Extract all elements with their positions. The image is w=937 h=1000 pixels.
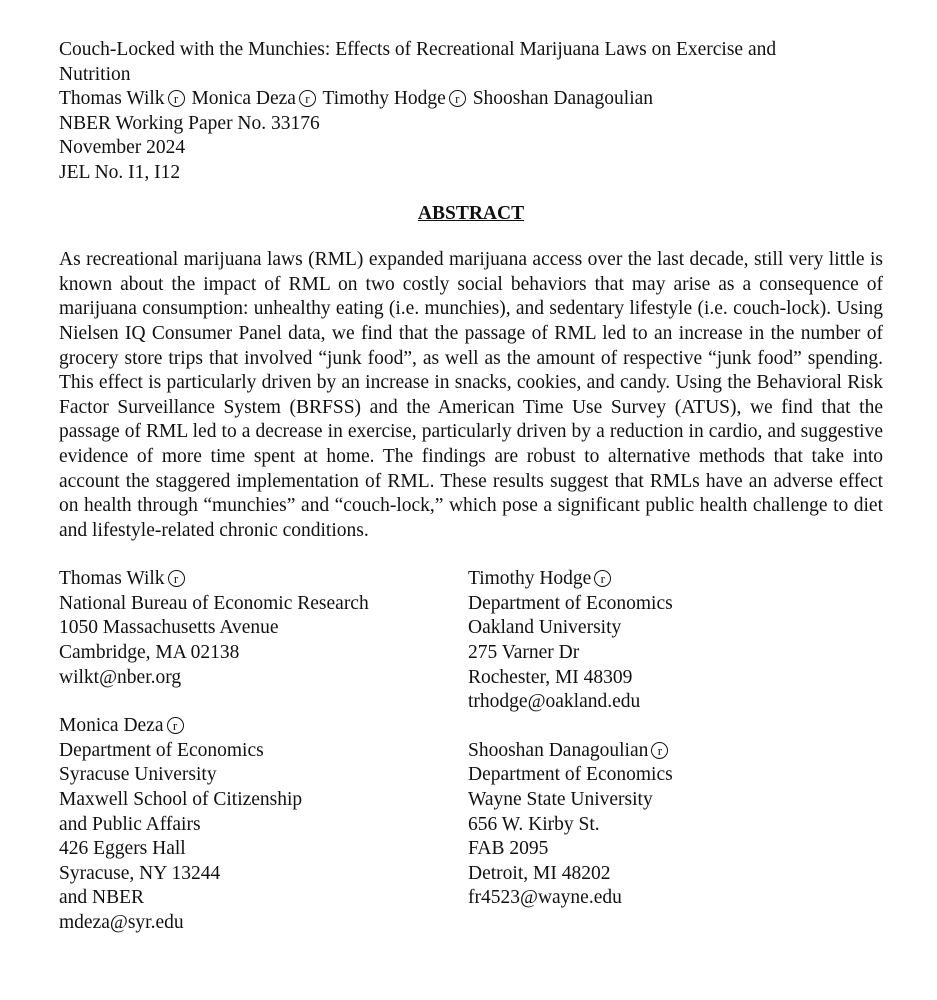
- affiliation-line: 426 Eggers Hall: [59, 838, 186, 860]
- affiliations-left-column: [59, 567, 459, 959]
- affiliation-line: Department of Economics: [468, 764, 673, 786]
- paper-title-page: [59, 38, 883, 937]
- random-order-icon: r: [594, 570, 611, 587]
- abstract-heading: ABSTRACT: [417, 202, 525, 224]
- author-address-block: [59, 714, 459, 935]
- paper-title-line-1: Couch-Locked with the Munchies: Effects of Recreational Marijuana Laws on Exercise and: [59, 39, 777, 60]
- random-order-icon: r: [168, 90, 185, 107]
- author-name: Thomas Wilk: [59, 88, 165, 110]
- affiliation-line: FAB 2095: [468, 838, 549, 860]
- affiliation-author-line: [468, 739, 883, 764]
- author-name: Shooshan Danagoulian: [472, 88, 654, 110]
- affiliation-line: Maxwell School of Citizenship: [59, 789, 303, 811]
- affiliation-author-line: [59, 567, 459, 592]
- affiliation-line: Wayne State University: [468, 789, 653, 811]
- author-email: wilkt@nber.org: [59, 666, 182, 688]
- author-address-block: [468, 567, 883, 715]
- author-email: trhodge@oakland.edu: [468, 691, 641, 713]
- affiliation-line: 275 Varner Dr: [468, 642, 580, 664]
- random-order-icon: r: [651, 742, 668, 759]
- author-list: [59, 87, 883, 112]
- affiliation-author-line: [59, 714, 459, 739]
- affiliations-right-column: [468, 567, 883, 935]
- random-order-icon: r: [168, 570, 185, 587]
- affiliation-line: and Public Affairs: [59, 813, 201, 835]
- author-affiliations: [59, 567, 883, 937]
- random-order-icon: r: [167, 717, 184, 734]
- publication-date: November 2024: [59, 137, 186, 159]
- jel-codes: JEL No. I1, I12: [59, 161, 181, 183]
- working-paper-series: NBER Working Paper No. 33176: [59, 112, 320, 134]
- affiliation-author-name: Shooshan Danagoulian: [468, 739, 649, 761]
- author-name: Monica Deza: [191, 88, 296, 110]
- affiliation-line: Department of Economics: [59, 739, 264, 761]
- affiliation-author-name: Monica Deza: [59, 715, 164, 737]
- affiliation-line: 656 W. Kirby St.: [468, 813, 600, 835]
- affiliation-line: Cambridge, MA 02138: [59, 642, 240, 664]
- affiliation-line: Detroit, MI 48202: [468, 862, 611, 884]
- affiliation-line: Syracuse, NY 13244: [59, 862, 221, 884]
- affiliation-line: National Bureau of Economic Research: [59, 592, 369, 614]
- affiliation-author-name: Thomas Wilk: [59, 568, 165, 590]
- random-order-icon: r: [449, 90, 466, 107]
- affiliation-line: Rochester, MI 48309: [468, 666, 633, 688]
- affiliation-line: Oakland University: [468, 617, 622, 639]
- random-order-icon: r: [299, 90, 316, 107]
- paper-title-line-2: Nutrition: [59, 63, 131, 85]
- author-email: fr4523@wayne.edu: [468, 887, 622, 909]
- author-address-block: [468, 739, 883, 911]
- abstract-body: As recreational marijuana laws (RML) expanded marijuana access over the last decade, still very little is known about the impact of RML on two costly social behaviors that may arise as a consequence of marijuana consumption: unhealthy eating (i.e. munchies), and sedentary lifestyle (i.e. couch-lock). Using Nielsen IQ Consumer Panel data, we find that the passage of RML led to an increase in the number of grocery store trips that involved “junk food”, as well as the amount of respective “junk food” spending. This effect is particularly driven by an increase in snacks, cookies, and candy. Using the Behavioral Risk Factor Surveillance System (BRFSS) and the American Time Use Survey (ATUS), we find that the passage of RML led to a decrease in exercise, particularly driven by a reduction in cardio, and suggestive evidence of more time spent at home. The findings are robust to alternative methods that take into account the staggered implementation of RML. These results suggest that RMLs have an adverse effect on health through “munchies” and “couch-lock,” which pose a significant public health challenge to diet and lifestyle-related chronic conditions.: [59, 249, 883, 541]
- author-email: mdeza@syr.edu: [59, 912, 184, 933]
- affiliation-line: Syracuse University: [59, 764, 217, 786]
- affiliation-line: Department of Economics: [468, 592, 673, 614]
- author-name: Timothy Hodge: [322, 88, 446, 110]
- author-address-block: [59, 567, 459, 690]
- paper-header: [59, 38, 883, 186]
- affiliation-line: and NBER: [59, 887, 145, 909]
- affiliation-line: 1050 Massachusetts Avenue: [59, 617, 279, 639]
- affiliation-author-name: Timothy Hodge: [468, 568, 592, 590]
- affiliation-author-line: [468, 567, 883, 592]
